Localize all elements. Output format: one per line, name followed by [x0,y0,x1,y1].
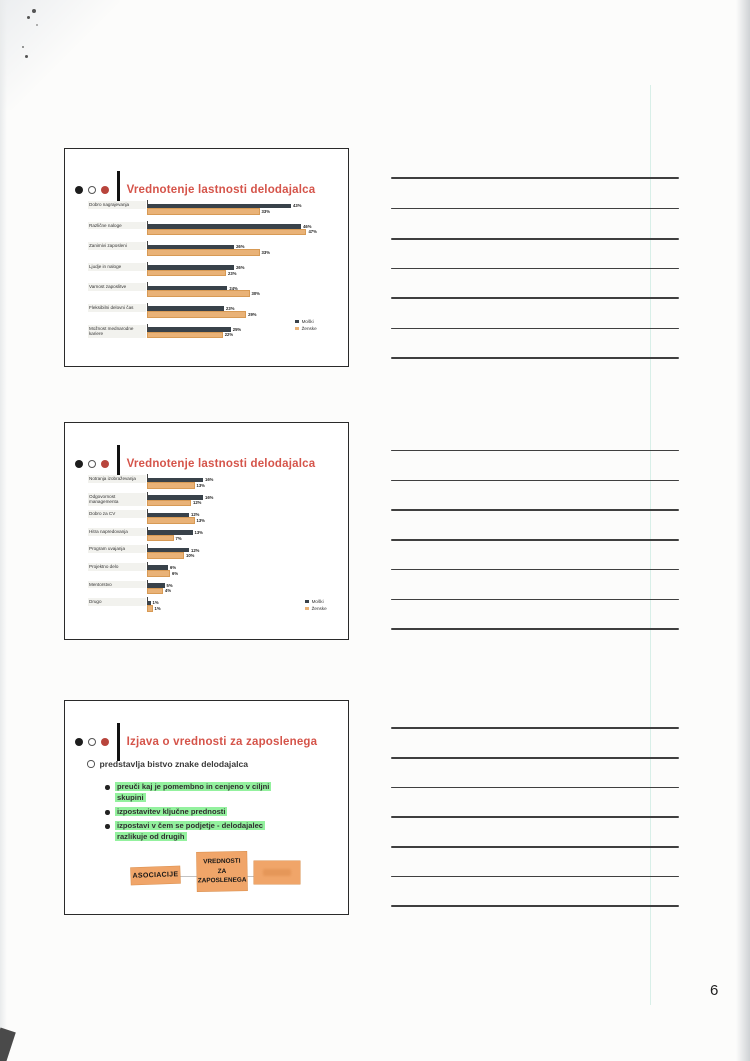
scan-left-edge [0,0,7,1061]
legend-swatch-female [305,607,309,611]
note-ruled-line [391,876,679,878]
diagram-box-illegible [254,861,300,884]
chart-2-legend [305,599,327,613]
pen-mark [25,55,28,58]
category-label: Zanimivi zaposleni [88,242,146,250]
legend-item-male [295,319,317,324]
legend-label-male: Moški [311,599,324,604]
bar-value-label: 47% [308,229,317,235]
red-dot-icon [101,460,109,468]
category-label: Hitra napredovanja [88,528,146,536]
bar-female [147,482,195,489]
highlighted-text: skupini [117,793,144,802]
bar-group [147,265,244,276]
bar-value-label: 16% [205,494,214,500]
diagram-box-vrednosti: VREDNOSTI ZA ZAPOSLENEGA [197,852,248,892]
chart-row [65,545,348,563]
note-ruled-line [391,238,679,240]
bar-group [147,530,203,541]
bar-female [147,517,195,524]
bar-female [147,605,153,612]
bar-value-label: 46% [303,223,312,229]
scan-corner-shading [0,0,120,110]
note-ruled-line [391,357,679,359]
slide-2-frame [64,422,349,640]
open-dot-icon [88,460,96,468]
bar-female [147,332,223,339]
chart-row [65,528,348,546]
bar-female [147,290,250,297]
category-label: Različne naloge [88,222,146,230]
category-label: Možnost mednarodne kariere [88,325,146,338]
page-number: 6 [710,982,719,999]
legend-label-male: Moški [301,319,314,324]
pen-mark [22,46,24,48]
bar-group [147,477,213,488]
bar-female [147,270,226,277]
bar-value-label: 33% [261,250,270,256]
category-label: Mentorstvo [88,581,146,589]
bar-female [147,588,163,595]
bar-value-label: 10% [186,553,195,559]
legend-label-female: Ženske [311,606,327,611]
slide-3-title: Izjava o vrednosti za zaposlenega [126,736,318,748]
bar-value-label: 25% [232,326,242,332]
highlighted-text: izpostavi v čem se podjetje - delodajalec [117,821,264,830]
bar-group [147,327,241,338]
bar-value-label: 22% [224,332,234,338]
chart-row [65,201,348,222]
chart-row [65,242,348,263]
bar-value-label: 4% [165,588,172,594]
highlighted-text: razlikuje od drugih [117,832,185,841]
bar-value-label: 24% [229,285,238,291]
chart-1-legend [295,319,317,333]
bar-group [147,547,199,558]
bar-female [147,570,170,577]
category-label: Varnost zaposlitve [88,283,146,291]
category-label: Ljudje in naloge [88,263,146,271]
bar-value-label: 33% [261,208,270,214]
bar-value-label: 7% [175,535,182,541]
note-ruled-line [391,509,679,511]
scan-right-edge [736,0,750,1061]
bar-female [147,535,174,542]
bar-chart-employer-attributes-2 [65,475,348,616]
legend-swatch-male [295,320,299,324]
highlighted-text: preuči kaj je pomembno in cenjeno v ciljni [117,782,270,791]
bar-group [147,495,213,506]
bar-group [147,285,260,296]
category-label: Projektno delo [88,563,146,571]
red-dot-icon [101,186,109,194]
bar-group [147,565,178,576]
note-ruled-line [391,727,679,729]
slide-1-frame [64,148,349,367]
bar-value-label: 23% [226,306,235,312]
bar-value-label: 1% [152,600,159,606]
bar-value-label: 6% [172,570,179,576]
category-label: Dobro nagrajevanja [88,201,146,209]
category-label: Notranja izobraževanja [88,475,146,483]
bar-value-label: 26% [236,244,245,250]
bar-group [147,600,161,611]
bar-value-label: 5% [166,582,173,588]
bar-group [147,203,301,214]
bar-value-label: 1% [154,606,161,612]
bar-female [147,552,184,559]
legend-label-female: Ženske [301,326,317,331]
highlighted-text: izpostavitev ključne prednosti [117,807,226,816]
open-dot-icon [88,186,96,194]
bar-value-label: 26% [236,265,245,271]
slide-2-title: Vrednotenje lastnosti delodajalca [126,458,316,470]
bar-group [147,306,257,317]
note-ruled-line [391,599,679,601]
slide-3-frame [64,700,349,915]
bar-group [147,224,317,235]
bar-value-label: 23% [228,270,237,276]
bar-group [147,244,270,255]
bar-value-label: 16% [205,477,214,483]
bar-value-label: 43% [293,203,302,209]
category-label: Dobro za CV [88,510,146,518]
chart-row [65,510,348,528]
faded-text-smudge [263,869,292,876]
note-ruled-line [391,905,679,907]
pen-mark [27,16,30,19]
bar-female [147,500,191,507]
bar-value-label: 12% [193,500,202,506]
chart-row [65,283,348,304]
filled-dot-icon [75,186,83,194]
bar-female [147,208,260,215]
bar-group [147,583,173,594]
legend-item-female [295,326,317,331]
bar-value-label: 13% [194,530,203,536]
handwritten-diagram [65,701,348,914]
category-label: Odgovornost managementa [88,493,146,506]
bar-value-label: 12% [191,547,200,553]
category-label: Program uvajanja [88,545,146,553]
note-ruled-line [391,208,679,210]
pen-mark [32,9,36,13]
bar-group [147,512,205,523]
bar-value-label: 13% [196,482,205,488]
legend-swatch-male [305,600,309,604]
bar-value-label: 13% [196,518,205,524]
note-ruled-line [391,787,679,789]
note-ruled-line [391,816,679,818]
scan-bottom-corner-mark [0,1028,16,1061]
note-ruled-line [391,480,679,482]
diagram-box-asociacije: ASOCIACIJE [131,866,181,885]
bar-value-label: 29% [248,311,257,317]
note-ruled-line [391,539,679,541]
legend-swatch-female [295,327,299,331]
chart-row [65,475,348,493]
legend-item-male [305,599,327,604]
main-bullet-text: predstavlja bistvo znake delodajalca [99,759,249,769]
pen-mark [36,24,38,26]
note-ruled-line [391,846,679,848]
bar-female [147,249,260,256]
bar-value-label: 6% [170,565,177,571]
bar-value-label: 12% [191,512,200,518]
note-ruled-line [391,177,679,179]
note-ruled-line [391,268,679,270]
scan-artifact-line [650,85,651,1005]
note-ruled-line [391,328,679,330]
bar-female [147,311,246,318]
chart-row [65,493,348,511]
filled-dot-icon [75,460,83,468]
slide-1-title: Vrednotenje lastnosti delodajalca [126,184,316,196]
note-ruled-line [391,569,679,571]
legend-item-female [305,606,327,611]
category-label: Fleksibilni delovni čas [88,304,146,312]
chart-row [65,222,348,243]
chart-row [65,263,348,284]
bar-female [147,229,306,236]
note-ruled-line [391,757,679,759]
note-ruled-line [391,628,679,630]
chart-row [65,563,348,581]
note-ruled-line [391,450,679,452]
chart-row [65,581,348,599]
note-ruled-line [391,297,679,299]
category-label: Drugo [88,598,146,606]
bar-value-label: 30% [251,291,260,297]
